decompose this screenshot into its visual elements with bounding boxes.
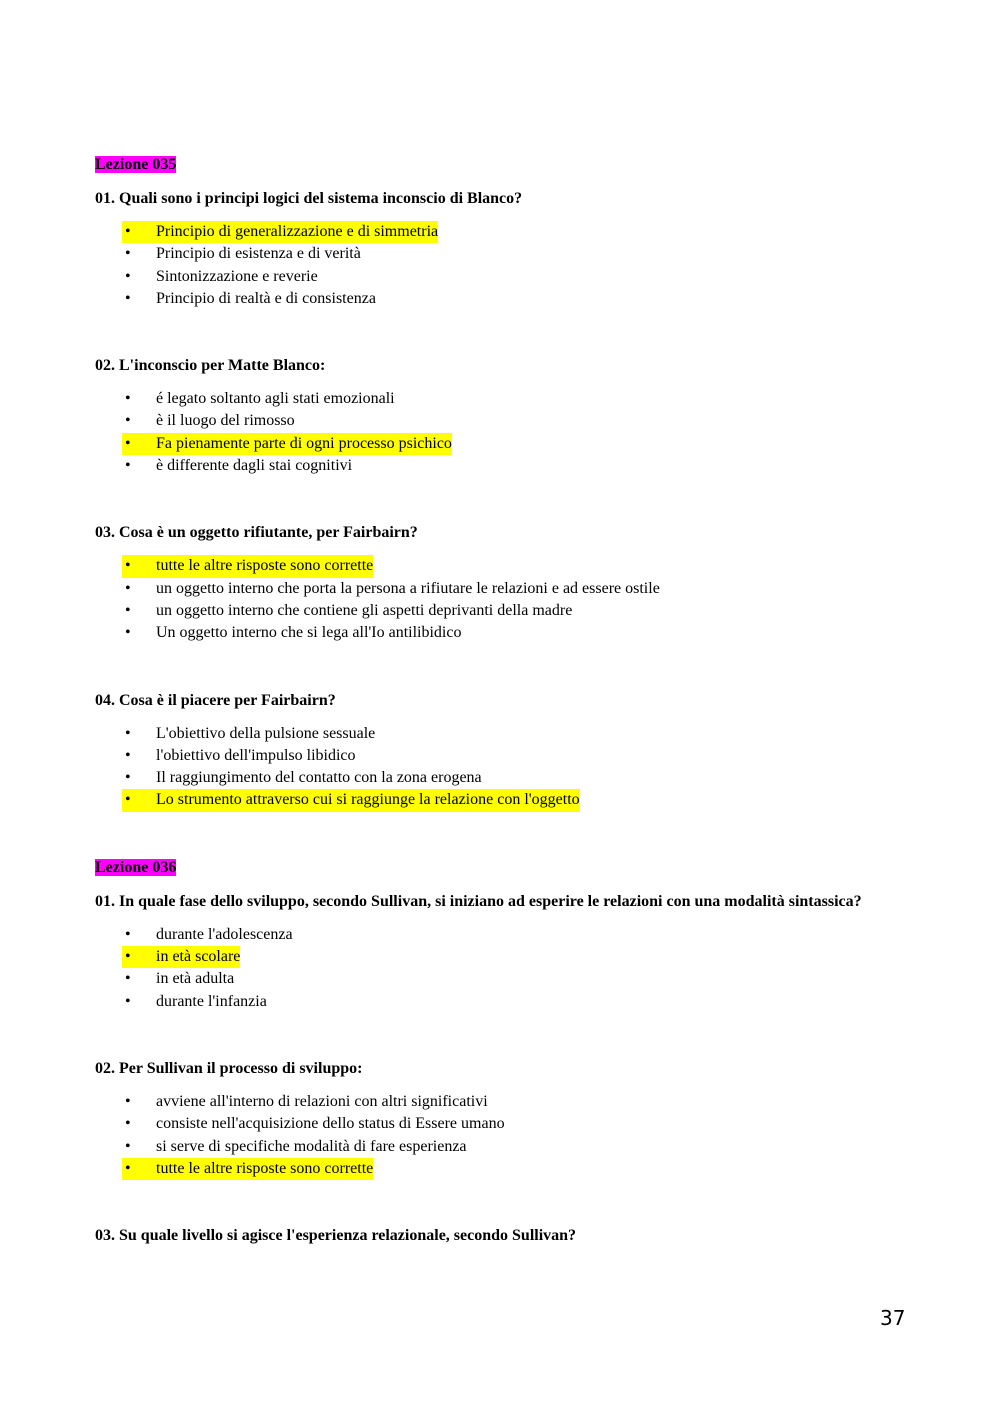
answer-row — [122, 622, 461, 644]
answer-list — [95, 221, 955, 310]
question-block — [95, 523, 955, 644]
answer-row — [122, 433, 452, 455]
answer-option — [95, 600, 955, 622]
question-title: 02. L'inconscio per Matte Blanco: — [95, 357, 326, 375]
question-title: 04. Cosa è il piacere per Fairbairn? — [95, 691, 336, 709]
answer-row — [122, 991, 267, 1013]
answer-row — [122, 723, 375, 745]
answer-row — [122, 789, 580, 811]
question-title: 03. Cosa è un oggetto rifiutante, per Fairbairn? — [95, 524, 418, 542]
answer-text: Il raggiungimento del contatto con la zona erogena — [156, 769, 482, 787]
bullet-icon: • — [125, 948, 131, 966]
bullet-icon: • — [125, 579, 131, 597]
answer-text: Lo strumento attraverso cui si raggiunge la relazione con l'oggetto — [156, 791, 580, 809]
answer-text: Fa pienamente parte di ogni processo psichico — [156, 434, 452, 452]
answer-option — [95, 767, 955, 789]
answer-option — [95, 991, 955, 1013]
bullet-icon: • — [125, 245, 131, 263]
page-number: 37 — [880, 1306, 906, 1330]
answer-text: un oggetto interno che porta la persona a rifiutare le relazioni e ad essere ostile — [156, 579, 660, 597]
answer-text: un oggetto interno che contiene gli aspetti deprivanti della madre — [156, 601, 573, 619]
answer-row — [122, 288, 376, 310]
question-title: 03. Su quale livello si agisce l'esperienza relazionale, secondo Sullivan? — [95, 1227, 577, 1245]
answer-row — [122, 946, 240, 968]
bullet-icon: • — [125, 267, 131, 285]
answer-text: in età scolare — [156, 948, 241, 966]
answer-option — [95, 968, 955, 990]
answer-option-correct — [95, 433, 955, 455]
answer-list — [95, 388, 955, 477]
answer-text: Principio di generalizzazione e di simmetria — [156, 223, 439, 240]
bullet-icon: • — [125, 390, 131, 408]
answer-text: si serve di specifiche modalità di fare esperienza — [156, 1137, 467, 1155]
question-block — [95, 356, 955, 477]
bullet-icon: • — [125, 223, 131, 240]
answer-row — [122, 767, 482, 789]
bullet-icon: • — [125, 624, 131, 642]
question-block — [95, 691, 955, 812]
bullet-icon: • — [125, 925, 131, 943]
answer-option — [95, 924, 955, 946]
answer-option — [95, 578, 955, 600]
bullet-icon: • — [125, 457, 131, 475]
answer-row — [122, 1113, 505, 1135]
question-title: 02. Per Sullivan il processo di sviluppo: — [95, 1059, 363, 1077]
answer-list — [95, 555, 955, 644]
lesson-heading-label: Lezione 035 — [95, 156, 177, 173]
answer-text: tutte le altre risposte sono corrette — [156, 1159, 374, 1177]
answer-text: tutte le altre risposte sono corrette — [156, 557, 374, 575]
answer-option — [95, 243, 955, 265]
answer-text: L'obiettivo della pulsione sessuale — [156, 724, 376, 742]
answer-option — [95, 410, 955, 432]
answer-text: Un oggetto interno che si lega all'Io antilibidico — [156, 624, 462, 642]
answer-option — [95, 388, 955, 410]
bullet-icon: • — [125, 1137, 131, 1155]
answer-option — [95, 1113, 955, 1135]
answer-option — [95, 455, 955, 477]
quiz-content — [95, 155, 955, 1292]
answer-text: è il luogo del rimosso — [156, 412, 295, 430]
answer-text: durante l'adolescenza — [156, 925, 293, 943]
bullet-icon: • — [125, 1159, 131, 1177]
answer-list — [95, 1091, 955, 1180]
answer-row — [122, 221, 438, 243]
question-block — [95, 189, 955, 310]
answer-row — [122, 924, 293, 946]
answer-option — [95, 266, 955, 288]
bullet-icon: • — [125, 992, 131, 1010]
answer-option — [95, 745, 955, 767]
answer-option — [95, 622, 955, 644]
answer-option — [95, 1136, 955, 1158]
answer-text: é legato soltanto agli stati emozionali — [156, 390, 395, 408]
bullet-icon: • — [125, 1092, 131, 1110]
answer-option — [95, 723, 955, 745]
answer-row — [122, 745, 356, 767]
question-block — [95, 1059, 955, 1180]
bullet-icon: • — [125, 724, 131, 742]
answer-list — [95, 924, 955, 1013]
answer-option — [95, 1091, 955, 1113]
bullet-icon: • — [125, 791, 131, 809]
answer-text: l'obiettivo dell'impulso libidico — [156, 746, 356, 764]
answer-row — [122, 1136, 467, 1158]
answer-option-correct — [95, 946, 955, 968]
answer-option-correct — [95, 1158, 955, 1180]
answer-row — [122, 600, 572, 622]
answer-row — [122, 410, 295, 432]
question-block — [95, 892, 955, 1013]
answer-row — [122, 266, 318, 288]
bullet-icon: • — [125, 289, 131, 307]
answer-text: Principio di realtà e di consistenza — [156, 289, 376, 307]
answer-option-correct — [95, 789, 955, 811]
answer-text: Sintonizzazione e reverie — [156, 267, 318, 285]
answer-text: consiste nell'acquisizione dello status di Essere umano — [156, 1115, 505, 1133]
answer-row — [122, 243, 361, 265]
bullet-icon: • — [125, 557, 131, 575]
question-title: 01. Quali sono i principi logici del sistema inconscio di Blanco? — [95, 190, 523, 207]
answer-text: in età adulta — [156, 970, 235, 988]
answer-text: avviene all'interno di relazioni con altri significativi — [156, 1092, 488, 1110]
lesson-heading — [95, 858, 955, 878]
bullet-icon: • — [125, 746, 131, 764]
bullet-icon: • — [125, 769, 131, 787]
answer-text: Principio di esistenza e di verità — [156, 245, 361, 263]
answer-row — [122, 578, 660, 600]
question-block — [95, 1226, 955, 1246]
answer-row — [122, 968, 234, 990]
question-title: 01. In quale fase dello sviluppo, secondo Sullivan, si iniziano ad esperire le relazioni con una modalità sintassica? — [95, 892, 862, 910]
answer-row — [122, 555, 373, 577]
answer-row — [122, 388, 395, 410]
bullet-icon: • — [125, 970, 131, 988]
answer-text: durante l'infanzia — [156, 992, 267, 1010]
answer-option-correct — [95, 221, 955, 243]
lesson-heading — [95, 155, 955, 175]
lesson-heading-label: Lezione 036 — [95, 858, 177, 876]
bullet-icon: • — [125, 1115, 131, 1133]
bullet-icon: • — [125, 601, 131, 619]
answer-option — [95, 288, 955, 310]
answer-option-correct — [95, 555, 955, 577]
answer-list — [95, 723, 955, 812]
answer-row — [122, 1091, 488, 1113]
bullet-icon: • — [125, 412, 131, 430]
bullet-icon: • — [125, 434, 131, 452]
answer-row — [122, 455, 352, 477]
answer-row — [122, 1158, 373, 1180]
answer-text: è differente dagli stai cognitivi — [156, 457, 353, 475]
